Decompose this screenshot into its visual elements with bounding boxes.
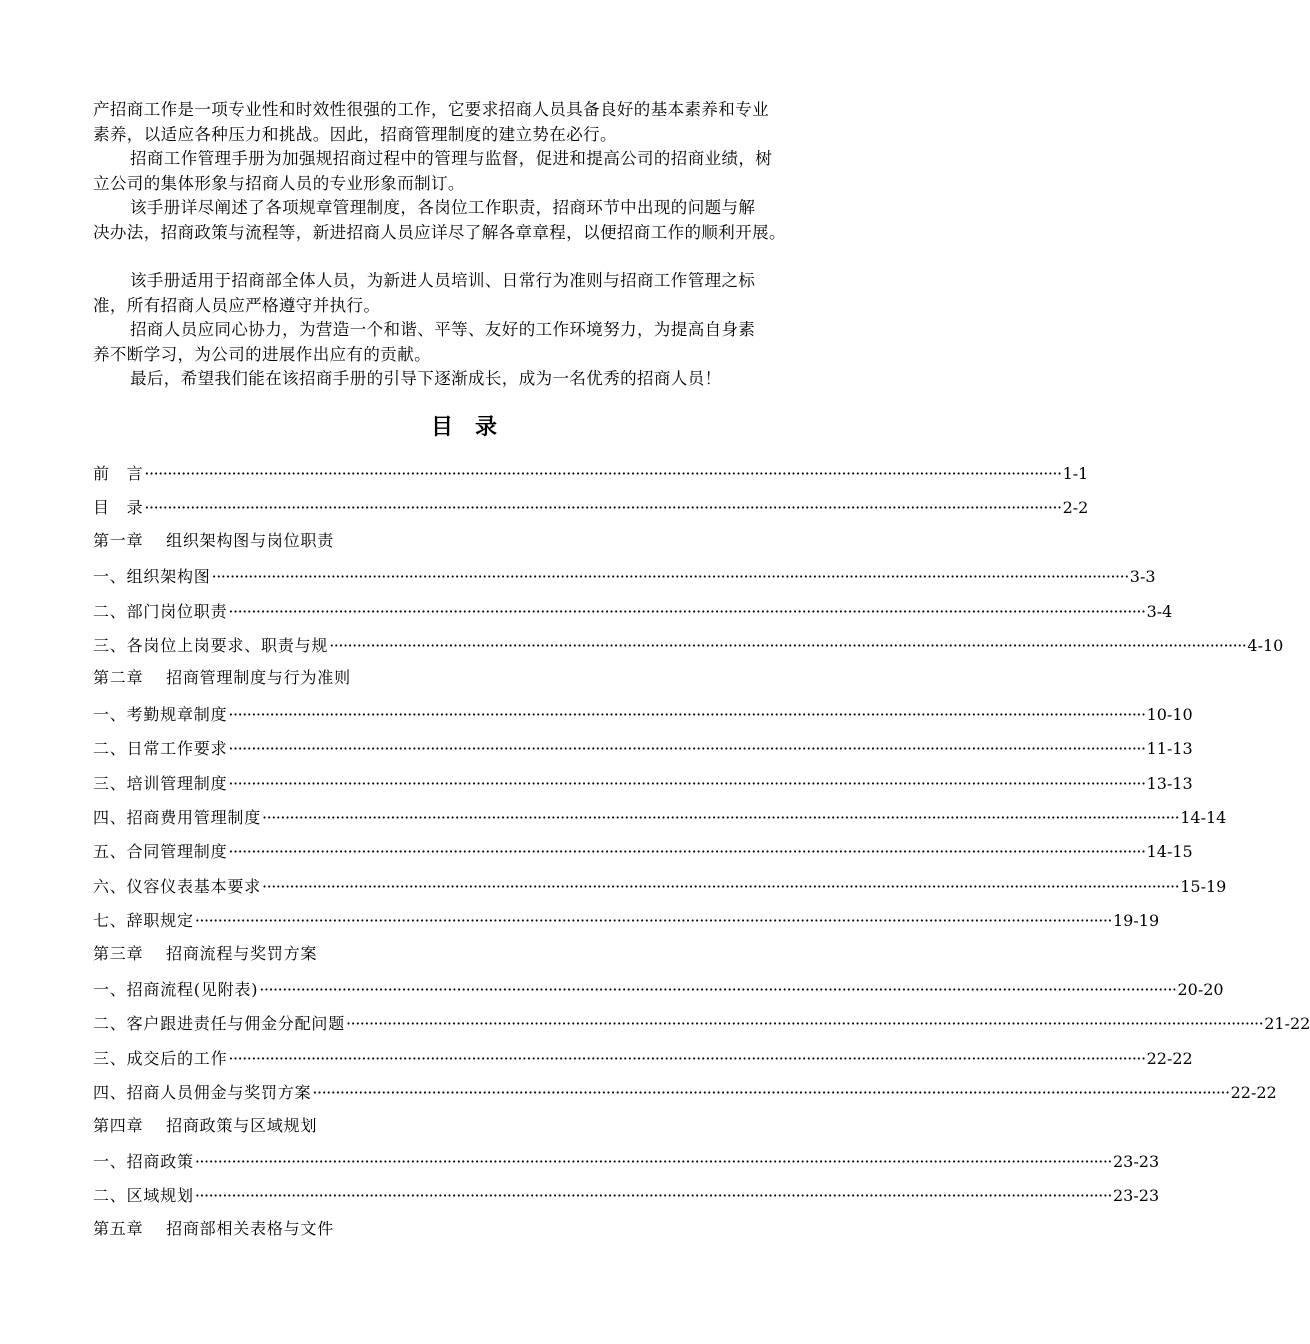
toc-entry bbox=[93, 804, 1227, 830]
toc-entry-label: 四、招商费用管理制度 bbox=[93, 808, 262, 827]
intro-line: 产招商工作是一项专业性和时效性很强的工作，它要求招商人员具备良好的基本素养和专业 bbox=[93, 100, 769, 119]
toc-leader-dots: ········································································································································································································ bbox=[262, 877, 1180, 896]
toc-entry bbox=[93, 1079, 1277, 1105]
toc-entry-label: 一、招商流程(见附表) bbox=[93, 980, 259, 999]
toc-entry bbox=[93, 838, 1193, 864]
toc-leader-dots: ········································································································································································································ bbox=[329, 636, 1247, 655]
toc-leader-dots: ········································································································································································································ bbox=[144, 464, 1062, 483]
toc-chapter-heading: 第二章 招商管理制度与行为准则 bbox=[93, 668, 351, 687]
toc-leader-dots: ········································································································································································································ bbox=[228, 1049, 1146, 1068]
toc-entry-page: 11-13 bbox=[1146, 739, 1193, 758]
toc-entry-page: 19-19 bbox=[1113, 911, 1160, 930]
intro-line: 准，所有招商人员应严格遵守并执行。 bbox=[93, 295, 381, 315]
toc-leader-dots: ········································································································································································································ bbox=[346, 1014, 1264, 1033]
toc-chapter-heading: 第五章 招商部相关表格与文件 bbox=[93, 1219, 335, 1238]
toc-entry-label: 二、部门岗位职责 bbox=[93, 602, 228, 621]
toc-entry-label: 一、考勤规章制度 bbox=[93, 705, 228, 724]
toc-entry bbox=[93, 907, 1160, 933]
toc-entry-label: 目 录 bbox=[93, 498, 144, 517]
toc-leader-dots: ········································································································································································································ bbox=[262, 808, 1180, 827]
toc-chapter-heading: 第三章 招商流程与奖罚方案 bbox=[93, 944, 318, 963]
toc-entry-page: 3-3 bbox=[1129, 567, 1156, 586]
toc-leader-dots: ········································································································································································································ bbox=[228, 842, 1146, 861]
toc-entry bbox=[93, 494, 1089, 520]
intro-line: 素养，以适应各种压力和挑战。因此，招商管理制度的建立势在必行。 bbox=[93, 124, 617, 144]
intro-text bbox=[93, 98, 873, 392]
toc-entry bbox=[93, 598, 1173, 624]
intro-line: 该手册适用于招商部全体人员，为新进人员培训、日常行为准则与招商工作管理之标 bbox=[130, 271, 756, 290]
toc-entry-label: 七、辞职规定 bbox=[93, 911, 194, 930]
toc-entry-page: 4-10 bbox=[1247, 636, 1284, 655]
toc-entry-page: 20-20 bbox=[1177, 980, 1224, 999]
toc-entry bbox=[93, 1045, 1193, 1071]
toc-entry-label: 六、仪容仪表基本要求 bbox=[93, 877, 262, 896]
toc-entry-page: 14-15 bbox=[1146, 842, 1193, 861]
toc-leader-dots: ········································································································································································································ bbox=[144, 498, 1062, 517]
toc-entry-page: 1-1 bbox=[1062, 464, 1089, 483]
toc-entry-page: 21-22 bbox=[1264, 1014, 1310, 1033]
toc-entry-label: 二、区域规划 bbox=[93, 1186, 194, 1205]
toc-leader-dots: ········································································································································································································ bbox=[228, 602, 1146, 621]
toc-entry bbox=[93, 1010, 1310, 1036]
toc-entry-page: 23-23 bbox=[1113, 1186, 1160, 1205]
toc-leader-dots: ········································································································································································································ bbox=[194, 1152, 1112, 1171]
toc-entry-label: 三、培训管理制度 bbox=[93, 774, 228, 793]
toc-leader-dots: ········································································································································································································ bbox=[259, 980, 1177, 999]
intro-line: 招商人员应同心协力，为营造一个和谐、平等、友好的工作环境努力，为提高自身素 bbox=[130, 320, 756, 339]
toc-entry-label: 二、日常工作要求 bbox=[93, 739, 228, 758]
toc-chapter-heading: 第一章 组织架构图与岗位职责 bbox=[93, 531, 335, 550]
toc-entry-label: 前 言 bbox=[93, 464, 144, 483]
toc-entry bbox=[93, 1182, 1160, 1208]
intro-line: 决办法，招商政策与流程等，新进招商人员应详尽了解各章章程，以便招商工作的顺利开展。 bbox=[93, 222, 786, 242]
toc-leader-dots: ········································································································································································································ bbox=[312, 1083, 1230, 1102]
toc-entry-page: 13-13 bbox=[1146, 774, 1193, 793]
toc-entry-label: 四、招商人员佣金与奖罚方案 bbox=[93, 1083, 312, 1102]
toc-leader-dots: ········································································································································································································ bbox=[211, 567, 1129, 586]
toc-entry-page: 22-22 bbox=[1230, 1083, 1277, 1102]
intro-line: 招商工作管理手册为加强规招商过程中的管理与监督，促进和提高公司的招商业绩，树 bbox=[130, 149, 773, 168]
toc-leader-dots: ········································································································································································································ bbox=[194, 911, 1112, 930]
toc-entry-page: 15-19 bbox=[1180, 877, 1227, 896]
toc-entry bbox=[93, 563, 1156, 589]
toc-chapter-heading: 第四章 招商政策与区域规划 bbox=[93, 1116, 318, 1135]
toc-entry bbox=[93, 632, 1284, 658]
toc-entry-label: 一、招商政策 bbox=[93, 1152, 194, 1171]
toc-entry-label: 五、合同管理制度 bbox=[93, 842, 228, 861]
paragraph-gap bbox=[93, 245, 873, 269]
intro-line: 立公司的集体形象与招商人员的专业形象而制订。 bbox=[93, 173, 465, 193]
intro-line: 最后，希望我们能在该招商手册的引导下逐渐成长，成为一名优秀的招商人员！ bbox=[130, 369, 722, 388]
toc-entry-page: 22-22 bbox=[1146, 1049, 1193, 1068]
toc-entry-label: 二、客户跟进责任与佣金分配问题 bbox=[93, 1014, 346, 1033]
toc-entry-label: 三、成交后的工作 bbox=[93, 1049, 228, 1068]
toc-entry-page: 23-23 bbox=[1113, 1152, 1160, 1171]
toc-entry bbox=[93, 735, 1193, 761]
toc-entry-page: 2-2 bbox=[1062, 498, 1089, 517]
toc-entry bbox=[93, 701, 1193, 727]
toc-entry bbox=[93, 460, 1089, 486]
toc-entry bbox=[93, 1148, 1160, 1174]
toc-entry-label: 一、组织架构图 bbox=[93, 567, 211, 586]
toc-entry-page: 14-14 bbox=[1180, 808, 1227, 827]
toc-entry bbox=[93, 976, 1224, 1002]
intro-line: 养不断学习，为公司的进展作出应有的贡献。 bbox=[93, 344, 431, 364]
intro-line: 该手册详尽阐述了各项规章管理制度，各岗位工作职责，招商环节中出现的问题与解 bbox=[130, 198, 756, 217]
toc-entry-label: 三、各岗位上岗要求、职责与规 bbox=[93, 636, 329, 655]
toc-title: 目录 bbox=[430, 415, 519, 440]
toc-leader-dots: ········································································································································································································ bbox=[228, 774, 1146, 793]
toc-entry-page: 10-10 bbox=[1146, 705, 1193, 724]
toc-entry bbox=[93, 770, 1193, 796]
toc-leader-dots: ········································································································································································································ bbox=[228, 705, 1146, 724]
toc-entry bbox=[93, 873, 1227, 899]
toc-leader-dots: ········································································································································································································ bbox=[228, 739, 1146, 758]
toc-leader-dots: ········································································································································································································ bbox=[194, 1186, 1112, 1205]
toc-entry-page: 3-4 bbox=[1146, 602, 1173, 621]
